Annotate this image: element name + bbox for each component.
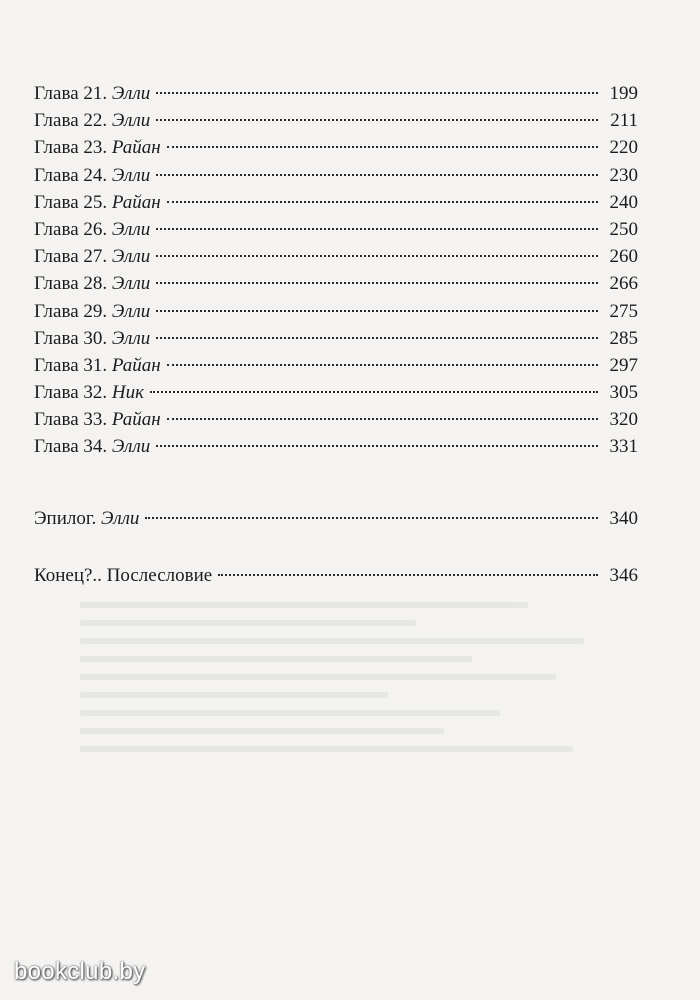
toc-entry-chapter[interactable] (34, 134, 638, 161)
toc-page-number: 260 (609, 246, 638, 268)
toc-entry-chapter[interactable] (34, 243, 638, 270)
toc-page-number: 211 (610, 110, 638, 132)
toc-entry-label: Глава 23. Райан (34, 137, 161, 159)
toc-entry-chapter[interactable] (34, 325, 638, 352)
toc-page-number: 230 (609, 164, 638, 186)
dot-leader (167, 364, 598, 366)
dot-leader (156, 174, 598, 176)
dot-leader (167, 201, 598, 203)
toc-entry-chapter[interactable] (34, 162, 638, 189)
dot-leader (156, 255, 598, 257)
toc-entry-chapter[interactable] (34, 270, 638, 297)
table-of-contents-epilogue (34, 505, 638, 532)
table-of-contents-afterword (34, 562, 638, 589)
toc-entry-label: Глава 29. Элли (34, 300, 151, 322)
toc-entry-chapter[interactable] (34, 433, 638, 460)
toc-page-number: 285 (609, 327, 638, 349)
dot-leader (156, 310, 598, 312)
dot-leader (156, 92, 598, 94)
toc-entry-label: Глава 34. Элли (34, 436, 151, 458)
toc-entry-label: Глава 32. Ник (34, 382, 144, 404)
toc-page-number: 266 (609, 273, 638, 295)
toc-entry-label: Глава 22. Элли (34, 110, 151, 132)
toc-entry-label: Глава 26. Элли (34, 218, 151, 240)
toc-entry-chapter[interactable] (34, 406, 638, 433)
toc-entry-chapter[interactable] (34, 107, 638, 134)
toc-entry-label: Глава 27. Элли (34, 246, 151, 268)
toc-entry-label: Глава 30. Элли (34, 327, 151, 349)
toc-page-number: 250 (609, 218, 638, 240)
toc-page-number: 340 (609, 508, 638, 529)
toc-entry-chapter[interactable] (34, 80, 638, 107)
toc-entry-chapter[interactable] (34, 352, 638, 379)
toc-entry-label: Глава 33. Райан (34, 409, 161, 431)
table-of-contents-chapters (34, 80, 638, 461)
dot-leader (156, 337, 598, 339)
dot-leader (145, 517, 598, 519)
toc-entry-epilogue[interactable] (34, 505, 638, 532)
toc-page-number: 320 (609, 409, 638, 431)
toc-entry-chapter[interactable] (34, 216, 638, 243)
dot-leader (167, 418, 598, 420)
watermark-logo: bookclub.by (14, 958, 146, 985)
toc-entry-label: Глава 25. Райан (34, 191, 161, 213)
toc-entry-label: Конец?.. Послесловие (34, 565, 213, 586)
toc-page-number: 220 (609, 137, 638, 159)
dot-leader (156, 228, 598, 230)
toc-page-number: 305 (609, 382, 638, 404)
toc-entry-chapter[interactable] (34, 298, 638, 325)
toc-page-number: 240 (609, 191, 638, 213)
toc-page-number: 346 (609, 565, 638, 586)
toc-entry-chapter[interactable] (34, 379, 638, 406)
toc-entry-label: Глава 28. Элли (34, 273, 151, 295)
dot-leader (156, 445, 598, 447)
toc-entry-label: Глава 21. Элли (34, 83, 151, 104)
toc-page-number: 199 (609, 83, 638, 104)
dot-leader (156, 119, 598, 121)
toc-entry-afterword[interactable] (34, 562, 638, 589)
toc-page-number: 331 (609, 436, 638, 458)
dot-leader (150, 391, 598, 393)
toc-page-number: 275 (609, 300, 638, 322)
toc-entry-chapter[interactable] (34, 189, 638, 216)
toc-page-number: 297 (609, 354, 638, 376)
dot-leader (167, 146, 598, 148)
dot-leader (218, 574, 598, 576)
toc-entry-label: Эпилог. Элли (34, 508, 140, 529)
toc-entry-label: Глава 31. Райан (34, 354, 161, 376)
bleed-through-text (80, 590, 640, 890)
toc-entry-label: Глава 24. Элли (34, 164, 151, 186)
dot-leader (156, 282, 598, 284)
